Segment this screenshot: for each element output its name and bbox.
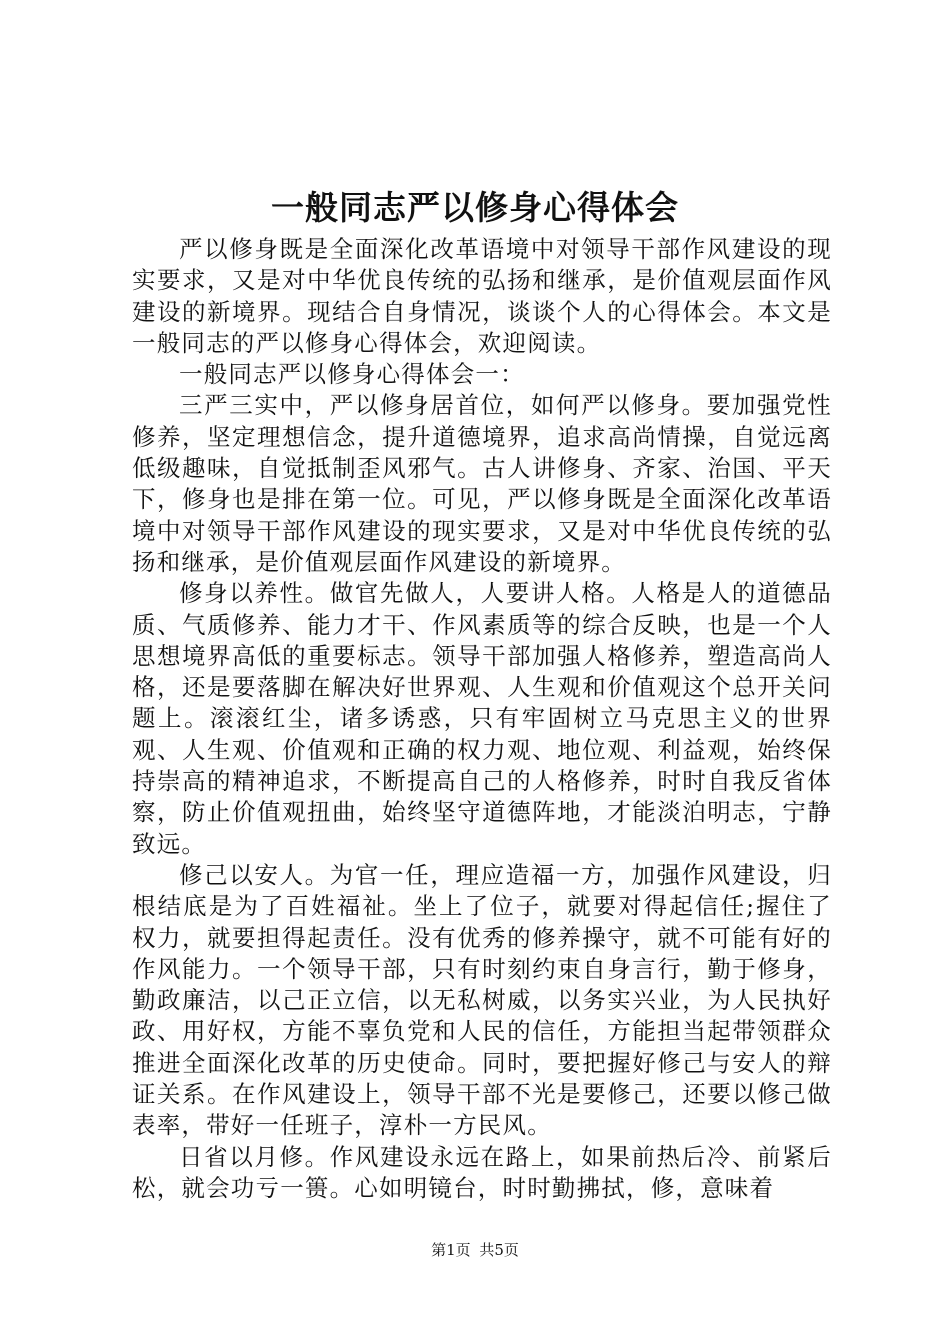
document-title: 一般同志严以修身心得体会 [271,188,679,227]
page-total-label: 共5页 [479,1241,519,1259]
document-body [132,234,832,1204]
paragraph-cultivate-character: 修身以养性。做官先做人，人要讲人格。人格是人的道德品质、气质修养、能力才干、作风素质等的综合反映，也是一个人思想境界高低的重要标志。领导干部加强人格修养，塑造高尚人格，还是要落脚在解决好世界观、人生观和价值观这个总开关问题上。滚滚红尘，诸多诱惑，只有牢固树立马克思主义的世界观、人生观、价值观和正确的权力观、地位观、利益观，始终保持崇高的精神追求，不断提高自己的人格修养，时时自我反省体察，防止价值观扭曲，始终坚守道德阵地，才能淡泊明志，宁静致远。 [132,579,832,858]
page-current-label: 第1页 [431,1241,471,1259]
paragraph-cultivate-self: 修己以安人。为官一任，理应造福一方，加强作风建设，归根结底是为了百姓福祉。坐上了位子，就要对得起信任;握住了权力，就要担得起责任。没有优秀的修养操守，就不可能有好的作风能力。一个领导干部，只有时刻约束自身言行，勤于修身，勤政廉洁，以己正立信，以无私树威，以务实兴业，为人民执好政、用好权，方能不辜负党和人民的信任，方能担当起带领群众推进全面深化改革的历史使命。同时，要把握好修己与安人的辩证关系。在作风建设上，领导干部不光是要修己，还要以修己做表率，带好一任班子，淳朴一方民风。 [132,860,832,1140]
paragraph-daily-reflection: 日省以月修。作风建设永远在路上，如果前热后冷、前紧后松，就会功亏一篑。心如明镜台，时时勤拂拭，修，意味着 [132,1142,832,1202]
paragraph-section-heading: 一般同志严以修身心得体会一： [179,360,525,389]
paragraph-three-stricts: 三严三实中，严以修身居首位，如何严以修身。要加强党性修养，坚定理想信念，提升道德境界，追求高尚情操，自觉远离低级趣味，自觉抵制歪风邪气。古人讲修身、齐家、治国、平天下，修身也是排在第一位。可见，严以修身既是全面深化改革语境中对领导干部作风建设的现实要求，又是对中华优良传统的弘扬和继承，是价值观层面作风建设的新境界。 [132,391,832,576]
paragraph-intro: 严以修身既是全面深化改革语境中对领导干部作风建设的现实要求，又是对中华优良传统的弘扬和继承，是价值观层面作风建设的新境界。现结合自身情况，谈谈个人的心得体会。本文是一般同志的严以修身心得体会，欢迎阅读。 [132,235,832,357]
page-footer [0,1240,950,1260]
